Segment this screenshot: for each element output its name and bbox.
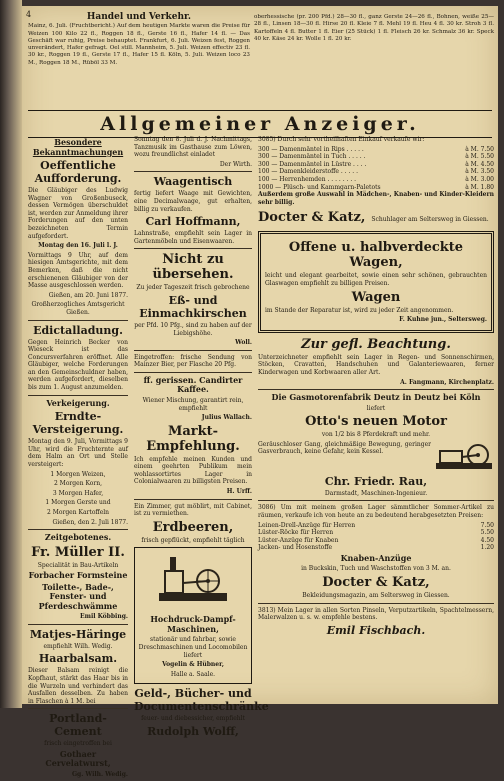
wagon-text: im Stande der Reparatur ist, wird zu jeder Zeit angenommen. <box>265 306 454 314</box>
divider <box>134 171 252 172</box>
engine-sign-b: Halle a. Saale. <box>170 670 216 678</box>
price-value: 1.20 <box>480 544 494 552</box>
price-value: à M. 3.50 <box>465 168 494 176</box>
divider <box>134 372 252 373</box>
edict-text: Gegen Heinrich Becker von Wieseck ist das Concursverfahren eröffnet. Alle Gläubiger, welche Forderungen an den Gemeinschuldner haben, werden aufgefordert, dieselben bis zum 1. August anzumelden. <box>28 338 128 392</box>
deutz-heading: Die Gasmotorenfabrik Deutz in Deutz bei Köln <box>271 392 481 403</box>
carriage-sign: F. Kuhne jun., Seltersweg. <box>399 316 487 324</box>
beer-text: Eingetroffen: frische Sendung von Mainzer Bier, per Flasche 20 Pfg. <box>134 353 252 369</box>
harvest-item: 2 Morgen Kartoffeln <box>46 508 110 516</box>
trade-section <box>28 14 250 109</box>
price-label: 300 — Damenmäntel in Tuch . . . . . <box>258 153 366 161</box>
price-label: Lüster-Röcke für Herren <box>258 529 334 537</box>
deutz-sub: liefert <box>366 404 386 412</box>
book-spine <box>0 0 22 708</box>
engine-ad <box>134 547 252 684</box>
scale-heading: Waagentisch <box>153 175 233 189</box>
column-1 <box>28 136 128 781</box>
divider <box>258 389 494 390</box>
price-value: 5.50 <box>480 529 494 537</box>
column-3 <box>258 136 494 639</box>
price-value: à M. 1.80 <box>465 183 494 191</box>
notice-overlook-heading: Nicht zu übersehen. <box>152 252 234 283</box>
trade-text: Mainz, 6. Juli. (Fruchtbericht.) Auf dem heutigen Markte waren die Preise für Weizen 100 Kilo 22 fl., Roggen 18 fl., Gerste 16 fl., Hafer 14 fl. — Das Geschäft war ruhig, Preise behauptet. Frankfurt, 6. Juli. Weizen fest, Roggen unverändert, Hafer gefragt. Oel still. Mannheim, 5. Juli. Weizen effectiv 23 fl. 30 kr., Roggen 19 fl., Gerste 17 fl., Hafer 15 fl. Köln, 5. Juli. Weizen loco 23 M., Roggen 18 M., Rüböl 33 M. <box>28 23 250 66</box>
price-label: Jacken- und Hosenstoffe <box>258 544 333 552</box>
harvest-item: 1 Morgen Gerste und <box>45 499 111 507</box>
price-value: à M. 7.50 <box>465 145 494 153</box>
price-label: 100 — Damenkleiderstoffe . . . . . <box>258 168 359 176</box>
herring-sub: empfiehlt Wilh. Wedig. <box>43 642 113 650</box>
price-row <box>258 537 494 545</box>
cherries-heading: Eß- und Einmachkirschen <box>139 293 247 320</box>
summons-text-2: Vormittags 9 Uhr, auf dem hiesigen Amtsgerichte, mit dem Bemerken, daß die nicht erschienenen Gläubiger von der Masse ausgeschlossen werden. <box>28 251 128 290</box>
market-heading: Markt-Empfehlung. <box>146 423 240 454</box>
price-row <box>258 168 494 176</box>
boys-suits-text: in Buckskin, Tuch und Waschstoffen von 3 M. an. <box>301 565 451 573</box>
mueller-heading: Fr. Müller II. <box>31 544 125 560</box>
price-label: 1000 — Plüsch- und Kammgarn-Paletots <box>258 183 381 191</box>
newspaper-page <box>22 6 498 778</box>
harvest-item: 3 Morgen Hafer, <box>52 489 104 497</box>
docter-heading-2: Docter & Katz, <box>322 575 430 591</box>
divider <box>28 395 128 396</box>
harvest-sign: Gießen, den 2. Juli 1877. <box>52 518 128 526</box>
spine-text-strip <box>3 0 15 708</box>
wagon-heading: Wagen <box>351 289 401 305</box>
sale-extra: Außerdem große Auswahl in Mädchen-, Knaben- und Kinder-Kleidern sehr billig. <box>258 191 494 206</box>
summons-court: Großherzogliches Amtsgericht Gießen. <box>31 301 125 316</box>
otto-body <box>258 441 494 456</box>
divider <box>28 708 128 709</box>
price-label: 300 — Damenmäntel in Lüstre . . . . <box>258 160 367 168</box>
strawberry-heading: Erdbeeren, <box>152 519 234 535</box>
otto-sub: von 1/2 bis 8 Pferdekraft und mehr. <box>321 431 431 439</box>
coffee-heading: ff. gerissen. Candirter Kaffee. <box>143 374 243 395</box>
safe-text: feuer- und diebessicher, empfiehlt <box>141 715 245 723</box>
market-prices <box>254 14 494 109</box>
steam-engine-icon <box>153 553 233 613</box>
cervelat-sign: Gg. Wilh. Wedig. <box>71 770 128 778</box>
price-row <box>258 544 494 552</box>
market-text: oberhessische (pr. 200 Pfd.) 28—30 fl., ganz Gerste 24—26 fl., Bohnen, weiße 25—28 fl., Linsen 18—30 fl. Hirse 20 fl. Kleie 7 fl. Mehl 19 fl. Heu 4 fl. 30 kr. Stroh 3 fl. Kartoffeln 4 fl. Butter 1 fl. Eier (25 Stück) 1 fl. Fleisch 26 kr. Schmalz 36 kr. Speck 40 kr. Käse 24 kr. Wolle 1 fl. 20 kr. <box>254 14 494 42</box>
price-row <box>258 522 494 530</box>
mueller-sub: Specialität in Bau-Artikeln <box>37 561 119 569</box>
scale-text: fertig liefert Waage mit Gewichten, eine Decimalwaage, gut erhalten, billig zu verkaufen. <box>134 190 252 213</box>
cervelat-heading: Gothaer Cervelatwurst, <box>45 748 111 769</box>
otto-heading: Otto's neuen Motor <box>305 414 447 430</box>
summons-date: Montag den 16. Juli l. J. <box>38 242 118 250</box>
price-value: à M. 3.00 <box>465 175 494 183</box>
summons-text: Die Gläubiger des Ludwig Wagner von Großenbuseck, dessen Vermögen überschuldet ist, werden zur Anmeldung ihrer Forderungen auf den unten bezeichneten Termin aufgefordert. <box>28 187 128 240</box>
harvest-heading: Erndte-Versteigerung. <box>32 410 124 437</box>
formsteine-heading: Forbacher Formsteine <box>28 570 128 581</box>
divider <box>134 499 252 500</box>
divider <box>28 529 128 530</box>
cement-heading: Portland-Cement <box>49 712 107 739</box>
sponges-sign: Emil Köbbing. <box>80 613 128 621</box>
edict-heading: Edictalladung. <box>33 323 123 337</box>
price-row <box>258 161 494 169</box>
divider <box>28 624 128 625</box>
cherries-sign: Woll. <box>235 339 252 347</box>
price-label: Leinen-Drell-Anzüge für Herren <box>258 521 356 529</box>
sale-intro: 3085) Durch sehr vortheilhaften Einkauf verkaufe wir: <box>258 136 425 143</box>
divider <box>258 500 494 501</box>
room-text: Ein Zimmer, gut möblirt, mit Cabinet, ist zu vermiethen. <box>134 502 252 518</box>
carriage-heading: Offene u. halbverdeckte Wagen, <box>288 240 464 271</box>
otto-text: Geräuschloser Gang, gleichmäßige Bewegung, geringer Gasverbrauch, keine Gefahr, kein Kessel. <box>258 440 431 456</box>
price-row <box>258 176 494 184</box>
docter-sub-2: Bekleidungsmagazin, am Seltersweg in Giessen. <box>302 592 450 600</box>
safe-heading: Geld-, Bücher- und Documentenschränke <box>134 687 269 714</box>
rau-heading: Chr. Friedr. Rau, <box>324 474 428 488</box>
divider <box>28 320 128 321</box>
fischbach-sign: Emil Fischbach. <box>326 623 426 637</box>
price-value: à M. 5.50 <box>465 153 494 161</box>
summer-text: 3086) Um mit meinem großen Lager sämmtlicher Sommer-Artikel zu räumen, verkaufe ich von heute an zu bedeutend herabgesetzten Preisen: <box>258 504 494 519</box>
carriage-ad <box>258 231 494 332</box>
price-value: 7.50 <box>480 521 494 529</box>
cement-text: frisch eingetroffen bei <box>44 740 112 748</box>
boys-suits-heading: Knaben-Anzüge <box>340 552 412 563</box>
price-row <box>258 184 494 192</box>
price-value: à M. 4.50 <box>465 160 494 168</box>
coffee-text: Wiener Mischung, garantirt rein, empfiehlt <box>142 396 244 412</box>
price-label: 300 — Damenmäntel in Rips . . . . . <box>258 145 364 153</box>
ads-heading: Zeitgebotenes. <box>44 532 112 543</box>
market-sign: H. Urff. <box>226 488 252 496</box>
price-row <box>258 146 494 154</box>
divider <box>134 350 252 351</box>
hoffmann-heading: Carl Hoffmann, <box>145 215 241 229</box>
dance-sign: Der Wirth. <box>219 160 252 168</box>
sponges-heading: Toilette-, Bade-, Fenster- und Pferdeschwämme <box>38 581 118 611</box>
market-rec-text: Ich empfehle meinen Kunden und einem geehrten Publikum mein wohlassortirtes Lager in Colonialwaaren zu billigsten Preisen. <box>134 455 252 486</box>
brush-text: 3813) Mein Lager in allen Sorten Pinseln, Verputzartikeln, Spachtelmessern, Malerwalzen u. s. w. empfehle bestens. <box>258 606 494 622</box>
attention-text: Unterzeichneter empfiehlt sein Lager in Regen- und Sonnenschirmen, Stöcken, Cravatten, Handschuhen und Galanteriewaaren, ferner Kinderwagen und Korbwaaren aller Art. <box>258 353 494 376</box>
harvest-item: 1 Morgen Weizen, <box>50 470 106 478</box>
price-label: Lüster-Anzüge für Knaben <box>258 536 339 544</box>
harvest-text: Montag den 9. Juli, Vormittags 9 Uhr, wird die Fruchternte auf dem Halm an Ort und Stelle versteigert: <box>28 438 128 468</box>
gas-motor-icon <box>434 441 494 473</box>
price-row <box>258 529 494 537</box>
attention-sign: A. Fangmann, Kirchenplatz. <box>400 378 494 386</box>
engine-sign-a: Vogelin & Hübner, <box>162 661 224 669</box>
strawberry-text: frisch gepflückt, empfiehlt täglich <box>141 536 245 544</box>
wolff-heading: Rudolph Wolff, <box>147 725 239 738</box>
masthead: Allgemeiner Anzeiger. <box>28 110 492 138</box>
page-number: 4 <box>26 10 32 19</box>
balsam-heading: Haarbalsam. <box>38 652 118 666</box>
cherries-price: per Pfd. 10 Pfg., sind zu haben auf der Liebigshöhe. <box>134 321 252 337</box>
column-2 <box>134 136 269 740</box>
trade-heading: Handel und Verkehr. <box>86 12 192 22</box>
rau-sub: Darmstadt, Maschinen-Ingenieur. <box>324 489 428 497</box>
price-value: 4.50 <box>480 536 494 544</box>
hoffmann-text: Lahnstraße, empfiehlt sein Lager in Gartenmöbeln und Eisenwaaren. <box>134 230 252 245</box>
docter-heading: Docter & Katz, <box>258 210 366 226</box>
price-label: 100 — Herrenhemden . . . . . . . . <box>258 175 357 183</box>
harvest-item: 2 Morgen Korn, <box>53 480 103 488</box>
engine-heading: Hochdruck-Dampf-Maschinen, <box>150 614 236 634</box>
divider <box>258 603 494 604</box>
notice-heading: Besondere Bekanntmachungen <box>32 137 124 157</box>
price-row <box>258 153 494 161</box>
coffee-sign: Julius Wallach. <box>201 414 252 422</box>
docter-sub: Schuhlager am Seltersweg in Giessen. <box>371 216 489 224</box>
balsam-text: Dieser Balsam reinigt die Kopfhaut, stärkt das Haar bis in die Wurzeln und verhindert das Ausfallen desselben. Zu haben in Flaschen à 1 M. bei <box>28 667 128 705</box>
auction-heading: Verkeigerung. <box>46 397 110 408</box>
herring-heading: Matjes-Häringe <box>29 627 127 641</box>
dance-text: Sonntag den 8. Juli d. J. Nachmittags, Tanzmusik im Gasthause zum Löwen, wozu freundlichst einladet <box>134 136 252 159</box>
engine-text: stationär und fahrbar, sowie Dreschmaschinen und Locomobilen liefert <box>138 636 248 659</box>
carriage-text: leicht und elegant gearbeitet, sowie einen sehr schönen, gebrauchten Glaswagen empfiehlt zu billigen Preisen. <box>265 272 487 287</box>
cherries-text: Zu jeder Tageszeit frisch gebrochene <box>136 284 250 292</box>
summons-heading: Oeffentliche Aufforderung. <box>34 159 122 185</box>
divider <box>134 248 252 249</box>
attention-heading: Zur gefl. Beachtung. <box>301 336 451 352</box>
summons-sign: Gießen, am 20. Juni 1877. <box>48 291 128 299</box>
